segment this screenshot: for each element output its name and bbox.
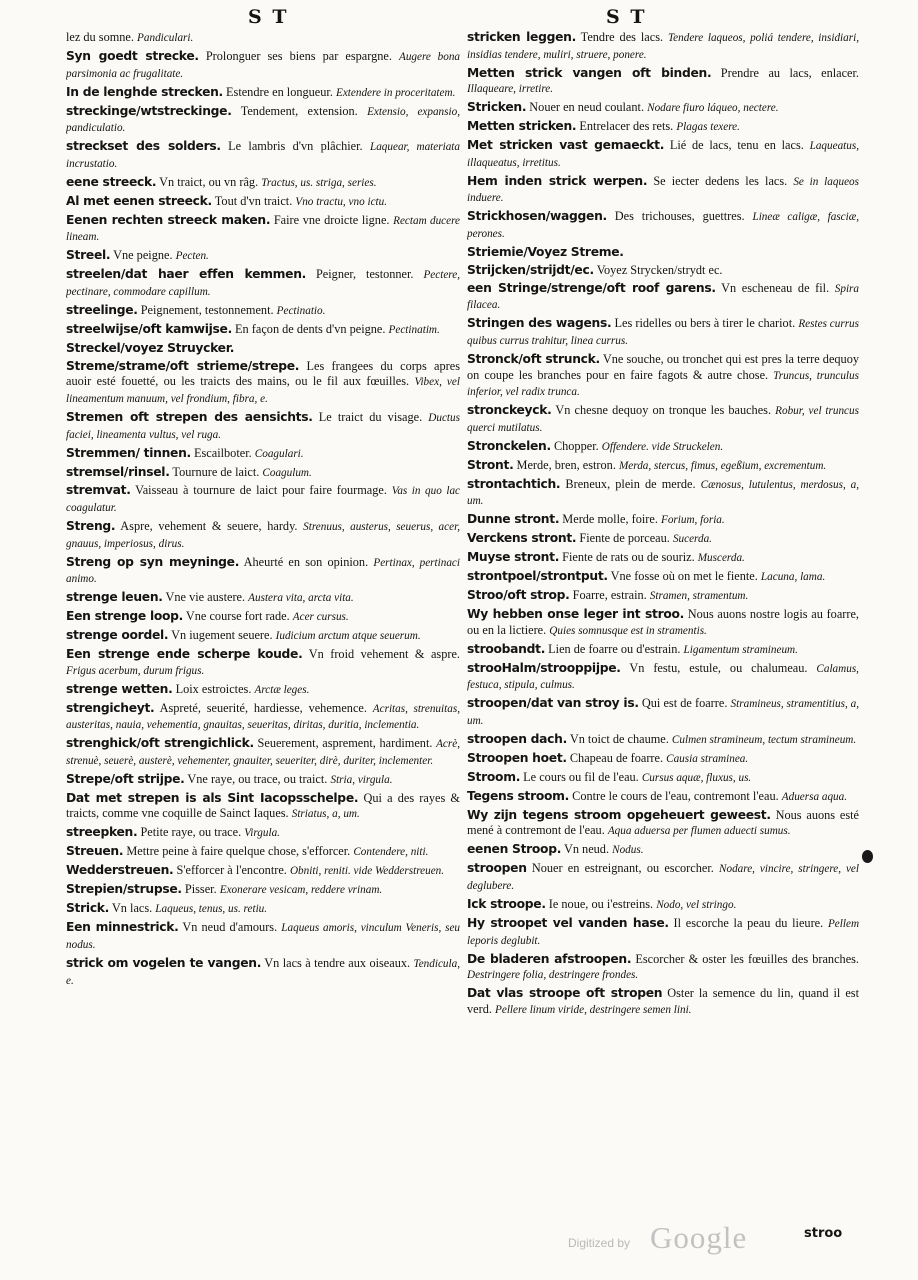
- french-gloss: Qui est de foarre.: [641, 696, 728, 711]
- dictionary-entry: [467, 842, 859, 859]
- headword: Strickhosen/waggen.: [467, 209, 607, 224]
- headword: Dat vlas stroope oft stropen: [467, 986, 663, 1001]
- headword: strontachtich.: [467, 476, 561, 491]
- dictionary-entry: [66, 341, 460, 357]
- latin-gloss: Lineæ caligæ, fasciæ, perones.: [467, 211, 859, 240]
- headword: Stroom.: [467, 769, 521, 784]
- dictionary-entry: [66, 555, 460, 588]
- headword: Streel.: [66, 248, 111, 263]
- latin-gloss: Nodus.: [612, 844, 644, 857]
- dictionary-entry: [467, 138, 859, 171]
- headword: Syn goedt strecke.: [66, 48, 199, 63]
- latin-gloss: Pellere linum viride, destringere semen lini.: [495, 1003, 692, 1016]
- french-gloss: Le traict du visage.: [318, 409, 423, 424]
- headword: Stringen des wagens.: [467, 316, 612, 331]
- latin-gloss: Illaqueare, irretire.: [467, 83, 554, 96]
- french-gloss: Breneux, plein de merde.: [565, 476, 696, 491]
- dictionary-entry: [66, 194, 460, 211]
- french-gloss: Fiente de rats ou de souriz.: [562, 550, 695, 565]
- latin-gloss: Pertinax, pertinaci animo.: [66, 556, 460, 586]
- latin-gloss: Aduersa aqua.: [781, 790, 848, 803]
- dictionary-entry: [66, 647, 460, 679]
- french-gloss: Vn lacs.: [111, 901, 153, 916]
- dictionary-entry: [66, 483, 460, 516]
- latin-gloss: Virgula.: [244, 827, 280, 840]
- dictionary-entry: [66, 410, 460, 443]
- dictionary-entry: [66, 519, 460, 552]
- latin-gloss: Arctæ leges.: [254, 683, 310, 696]
- headword: Al met eenen streeck.: [66, 193, 212, 208]
- dictionary-entry: [66, 322, 460, 339]
- latin-gloss: Vas in quo lac coagulatur.: [66, 485, 460, 515]
- headword: Streng.: [66, 519, 116, 534]
- headword: Hy stroopet vel vanden hase.: [467, 915, 669, 930]
- right-column: [467, 30, 859, 1230]
- latin-gloss: Laqueatus, illaqueatus, irretitus.: [467, 140, 859, 169]
- latin-gloss: Calamus, festuca, stipula, culmus.: [467, 662, 859, 692]
- dictionary-entry: [66, 139, 460, 172]
- dictionary-entry: [66, 882, 460, 899]
- latin-gloss: Coagulari.: [254, 447, 304, 460]
- french-gloss: Tendre des lacs.: [580, 30, 664, 44]
- dictionary-entry: [467, 789, 859, 806]
- french-gloss: Escorcher & oster les fœuilles des branches.: [635, 951, 859, 966]
- headword: Stroo/oft strop.: [467, 588, 570, 603]
- dictionary-entry: [467, 281, 859, 314]
- dictionary-entry: [467, 477, 859, 510]
- headword: In de lenghde strecken.: [66, 84, 223, 99]
- french-gloss: Ie noue, ou i'estreins.: [548, 897, 654, 911]
- french-gloss: Prolonguer ses biens par espargne.: [205, 48, 392, 63]
- french-gloss: Escailboter.: [193, 445, 252, 460]
- headword: Met stricken vast gemaeckt.: [467, 138, 665, 153]
- latin-gloss: Sucerda.: [672, 533, 712, 546]
- french-gloss: Estendre en longueur.: [226, 84, 333, 99]
- headword: Ick stroope.: [467, 897, 546, 911]
- latin-gloss: Plagas texere.: [676, 121, 740, 134]
- french-gloss: Contre le cours de l'eau, contremont l'eau.: [572, 788, 779, 803]
- latin-gloss: Ligamentum stramineum.: [683, 643, 798, 656]
- french-gloss: Nous auons esté mené à contremont de l'eau.: [467, 807, 859, 838]
- dictionary-entry: [66, 825, 460, 842]
- headword: streepken.: [66, 825, 138, 840]
- french-gloss: Vne vie austere.: [165, 590, 246, 605]
- dictionary-entry: [467, 531, 859, 548]
- french-gloss: Pisser.: [184, 882, 217, 897]
- dictionary-entry: [66, 49, 460, 82]
- french-gloss: Vn toict de chaume.: [569, 731, 669, 746]
- dictionary-entry: [467, 588, 859, 605]
- dictionary-entry: [66, 248, 460, 265]
- french-gloss: Nouer en estreignant, ou escorcher.: [531, 861, 714, 876]
- latin-gloss: Quies somnusque est in stramentis.: [549, 624, 707, 637]
- french-gloss: Voyez Strycken/strydt ec.: [596, 262, 723, 277]
- dictionary-entry: [467, 986, 859, 1018]
- french-gloss: Loix estroictes.: [175, 681, 252, 696]
- dictionary-entry: [467, 661, 859, 694]
- latin-gloss: Austera vita, arcta vita.: [248, 592, 354, 605]
- french-gloss: Tout d'vn traict.: [214, 193, 293, 208]
- headword: strooHalm/strooppijpe.: [467, 660, 621, 675]
- left-column: [66, 30, 460, 1230]
- latin-gloss: Nodare, vincire, stringere, vel deglubere.: [467, 863, 859, 893]
- headword: stricken leggen.: [467, 30, 576, 44]
- headword: eenen Stroop.: [467, 842, 562, 857]
- latin-gloss: Merda, stercus, fimus, egeßium, excrementum.: [618, 459, 827, 472]
- dictionary-entry: [66, 590, 460, 607]
- headword: Muyse stront.: [467, 550, 560, 565]
- dictionary-entry: [467, 174, 859, 207]
- dictionary-entry: [467, 607, 859, 639]
- headword: Wedderstreuen.: [66, 863, 174, 878]
- latin-gloss: Pecten.: [175, 250, 209, 263]
- latin-gloss: Strenuus, austerus, seuerus, acer, gnauus, imperiosus, dirus.: [66, 521, 460, 550]
- dictionary-entry: [66, 213, 460, 246]
- dictionary-entry: [66, 791, 460, 823]
- latin-gloss: Acer cursus.: [292, 611, 349, 624]
- french-gloss: Lié de lacs, tenu en lacs.: [669, 138, 804, 153]
- headword: strenge leuen.: [66, 590, 163, 605]
- french-gloss: Peignement, testonnement.: [140, 302, 274, 317]
- headword: Streme/strame/oft strieme/strepe.: [66, 358, 300, 373]
- french-gloss: Qui a des rayes & traicts, comme vne coquille de Sainct Iaques.: [66, 790, 460, 821]
- dictionary-entry: [467, 642, 859, 659]
- french-gloss: Vn lacs à tendre aux oiseaux.: [264, 955, 411, 970]
- headword: stronckeyck.: [467, 403, 552, 418]
- french-gloss: Chopper.: [553, 438, 599, 453]
- french-gloss: lez du somne.: [66, 30, 134, 44]
- latin-gloss: Coagulum.: [262, 466, 312, 479]
- latin-gloss: Stramineus, stramentitius, a, um.: [467, 698, 859, 727]
- french-gloss: Vn iugement seuere.: [171, 628, 273, 643]
- headword: Streuen.: [66, 844, 124, 859]
- french-gloss: Vne souche, ou tronchet qui est pres la terre dequoy on coupe les branches pour en faire fagots & autre chose.: [467, 351, 859, 382]
- latin-gloss: Cursus aquæ, fluxus, us.: [641, 771, 752, 784]
- header-left: S T: [248, 6, 289, 28]
- dictionary-entry: [66, 359, 460, 408]
- headword: Wy hebben onse leger int stroo.: [467, 607, 685, 622]
- french-gloss: Vn neud.: [563, 842, 610, 857]
- french-gloss: Nous auons nostre logis au foarre, ou en la lictiere.: [467, 607, 859, 637]
- headword: Stronck/oft strunck.: [467, 351, 600, 366]
- french-gloss: Se iecter dedens les lacs.: [653, 173, 788, 188]
- dictionary-entry: [467, 316, 859, 349]
- latin-gloss: Frigus acerbum, durum frigus.: [66, 664, 205, 677]
- dictionary-entry: [467, 696, 859, 729]
- latin-gloss: Pectinatim.: [388, 323, 440, 336]
- french-gloss: Faire vne droicte ligne.: [273, 212, 390, 227]
- french-gloss: Les frangees du corps apres auoir esté fouetté, ou les traicts des mains, ou le fil aux fœuilles.: [66, 358, 460, 389]
- dictionary-entry: [66, 609, 460, 626]
- headword: strenghick/oft strengichlick.: [66, 736, 254, 751]
- dictionary-entry: [66, 175, 460, 192]
- headword: Een minnestrick.: [66, 920, 179, 935]
- headword: Stricken.: [467, 100, 527, 115]
- dictionary-entry: [66, 901, 460, 918]
- dictionary-entry: [66, 104, 460, 137]
- headword: Dunne stront.: [467, 512, 560, 527]
- dictionary-entry: [467, 952, 859, 984]
- dictionary-entry: [66, 736, 460, 769]
- headword: De bladeren afstroopen.: [467, 951, 632, 966]
- latin-gloss: Nodo, vel stringo.: [656, 899, 737, 911]
- dictionary-entry: [66, 267, 460, 300]
- french-gloss: Lien de foarre ou d'estrain.: [548, 641, 681, 656]
- headword: Striemie/Voyez Streme.: [467, 244, 624, 259]
- latin-gloss: Stramen, stramentum.: [649, 590, 749, 603]
- dictionary-entry: [467, 439, 859, 456]
- french-gloss: S'efforcer à l'encontre.: [176, 863, 287, 878]
- headword: Verckens stront.: [467, 531, 577, 546]
- dictionary-entry: [66, 920, 460, 953]
- dictionary-entry: [467, 808, 859, 840]
- headword: Wy zijn tegens stroom opgeheuert geweest.: [467, 807, 771, 822]
- latin-gloss: Vno tractu, vno ictu.: [295, 195, 388, 208]
- french-gloss: Merde, bren, estron.: [516, 457, 616, 472]
- french-gloss: Vne course fort rade.: [185, 609, 290, 624]
- latin-gloss: Spira filacea.: [467, 282, 859, 312]
- dictionary-entry: [467, 100, 859, 117]
- dictionary-entry: [467, 512, 859, 529]
- french-gloss: Vne raye, ou trace, ou traict.: [187, 771, 328, 786]
- french-gloss: Aheurté en son opinion.: [243, 554, 369, 569]
- latin-gloss: Laquear, materiata incrustatio.: [66, 141, 460, 170]
- french-gloss: Vn chesne dequoy on tronque les bauches.: [555, 403, 772, 418]
- headword: Strijcken/strijdt/ec.: [467, 262, 594, 277]
- dictionary-entry: [66, 446, 460, 463]
- latin-gloss: Tractus, us. striga, series.: [261, 176, 377, 189]
- headword: Hem inden strick werpen.: [467, 173, 648, 188]
- dictionary-entry: [467, 458, 859, 475]
- french-gloss: Le lambris d'vn plâchier.: [228, 139, 363, 154]
- headword: Strepien/strupse.: [66, 882, 182, 897]
- dictionary-entry: [467, 352, 859, 401]
- latin-gloss: Tendere laqueos, poliá tendere, insidiari, insidias tendere, muliri, struere, ponere.: [467, 32, 859, 61]
- latin-gloss: Causia straminea.: [666, 752, 749, 765]
- headword: streelen/dat haer effen kemmen.: [66, 267, 307, 282]
- dictionary-entry: [467, 550, 859, 567]
- french-gloss: Oster la semence du lin, quand il est verd.: [467, 986, 859, 1016]
- dictionary-entry: [467, 569, 859, 586]
- french-gloss: Vn escheneau de fil.: [721, 280, 830, 295]
- latin-gloss: Truncus, trunculus inferior, vel radix trunca.: [467, 369, 859, 399]
- dictionary-entry: [467, 245, 859, 261]
- latin-gloss: Augere bona parsimonia ac frugalitate.: [66, 50, 460, 80]
- headword: een Stringe/strenge/oft roof garens.: [467, 280, 716, 295]
- headword: Stroopen hoet.: [467, 750, 567, 765]
- headword: Streng op syn meyninge.: [66, 554, 240, 569]
- headword: stroopen: [467, 861, 527, 876]
- dictionary-entry: [66, 701, 460, 734]
- latin-gloss: Robur, vel truncus querci mutilatus.: [467, 405, 859, 434]
- dictionary-entry: [66, 772, 460, 789]
- dictionary-entry: [467, 119, 859, 136]
- french-gloss: Aspre, vehement & seuere, hardy.: [120, 519, 298, 534]
- headword: Stront.: [467, 457, 514, 472]
- watermark-prefix: Digitized by: [568, 1236, 631, 1250]
- latin-gloss: Aqua aduersa per flumen aduecti sumus.: [607, 825, 791, 838]
- french-gloss: Le cours ou fil de l'eau.: [523, 769, 639, 784]
- french-gloss: Foarre, estrain.: [572, 588, 647, 603]
- french-gloss: Tournure de laict.: [172, 464, 260, 479]
- dictionary-entry: [467, 916, 859, 949]
- french-gloss: Peigner, testonner.: [315, 267, 414, 282]
- french-gloss: Fiente de porceau.: [579, 531, 670, 546]
- headword: Stremen oft strepen des aensichts.: [66, 409, 313, 424]
- headword: stroopen dach.: [467, 731, 567, 746]
- latin-gloss: Stria, virgula.: [330, 773, 393, 786]
- dictionary-entry: [66, 303, 460, 320]
- headword: streckinge/wtstreckinge.: [66, 103, 232, 118]
- latin-gloss: Pellem leporis deglubit.: [467, 917, 859, 947]
- ink-blot: [862, 850, 873, 863]
- headword: strenge wetten.: [66, 681, 173, 696]
- dictionary-entry: [467, 403, 859, 436]
- headword: Een strenge ende scherpe koude.: [66, 647, 303, 662]
- digitized-watermark: [562, 1222, 802, 1258]
- latin-gloss: Pandiculari.: [137, 32, 194, 44]
- french-gloss: Vaisseau à tournure de laict pour faire fourmage.: [135, 483, 387, 498]
- french-gloss: Les ridelles ou bers à tirer le chariot.: [614, 316, 796, 331]
- dictionary-entry: [467, 30, 859, 63]
- headword: strengicheyt.: [66, 700, 155, 715]
- french-gloss: Seuerement, asprement, hardiment.: [257, 736, 433, 751]
- latin-gloss: Destringere folia, destringere frondes.: [467, 969, 639, 982]
- dictionary-entry: [467, 770, 859, 787]
- latin-gloss: Iudicium arctum atque seuerum.: [275, 630, 421, 643]
- dictionary-entry: [66, 85, 460, 102]
- french-gloss: En façon de dents d'vn peigne.: [235, 321, 386, 336]
- french-gloss: Petite raye, ou trace.: [140, 825, 242, 840]
- headword: stremsel/rinsel.: [66, 464, 170, 479]
- headword: stroopen/dat van stroy is.: [467, 696, 639, 711]
- headword: streelwijse/oft kamwijse.: [66, 321, 232, 336]
- french-gloss: Des trichouses, guettres.: [614, 209, 745, 224]
- latin-gloss: Extendere in proceritatem.: [335, 86, 456, 99]
- latin-gloss: Striatus, a, um.: [291, 808, 360, 821]
- latin-gloss: Acritas, strenuitas, austeritas, nauia, vehementia, gnauitas, seueritas, diritas, duritia, inclementia.: [66, 702, 460, 732]
- latin-gloss: Vibex, vel lineamentum manuum, vel frondium, fibra, e.: [66, 376, 460, 405]
- dictionary-entry: [66, 30, 460, 47]
- headword: Eenen rechten streeck maken.: [66, 212, 271, 227]
- french-gloss: Aspreté, seuerité, hardiesse, vehemence.: [159, 700, 367, 715]
- latin-gloss: Pectinatio.: [276, 304, 326, 317]
- dictionary-entry: [66, 956, 460, 989]
- headword: Stremmen/ tinnen.: [66, 445, 191, 460]
- headword: stremvat.: [66, 483, 131, 498]
- latin-gloss: Obniti, reniti. vide Wedderstreuen.: [289, 865, 445, 878]
- google-logo: Google: [650, 1220, 748, 1255]
- headword: eene streeck.: [66, 174, 157, 189]
- headword: Metten stricken.: [467, 119, 577, 134]
- french-gloss: Mettre peine à faire quelque chose, s'efforcer.: [126, 844, 351, 859]
- latin-gloss: Tendicula, e.: [66, 957, 460, 987]
- latin-gloss: Exonerare vesicam, reddere vrinam.: [219, 884, 383, 897]
- headword: Strepe/oft strijpe.: [66, 771, 185, 786]
- headword: Strick.: [66, 901, 110, 916]
- headword: streelinge.: [66, 302, 138, 317]
- headword: strontpoel/strontput.: [467, 569, 608, 584]
- headword: Stronckelen.: [467, 438, 551, 453]
- french-gloss: Nouer en neud coulant.: [529, 100, 645, 115]
- dictionary-entry: [66, 863, 460, 880]
- latin-gloss: Lacuna, lama.: [760, 571, 826, 584]
- french-gloss: Entrelacer des rets.: [579, 119, 674, 134]
- headword: strick om vogelen te vangen.: [66, 955, 262, 970]
- headword: Dat met strepen is als Sint Iacopsschelpe.: [66, 790, 359, 805]
- french-gloss: Tendement, extension.: [240, 103, 358, 118]
- french-gloss: Prendre au lacs, enlacer.: [720, 65, 859, 80]
- dictionary-entry: [467, 66, 859, 98]
- french-gloss: Vne fosse où on met le fiente.: [610, 569, 758, 584]
- latin-gloss: Laqueus, tenus, us. retiu.: [155, 903, 268, 916]
- latin-gloss: Cænosus, lutulentus, merdosus, a, um.: [467, 478, 859, 508]
- headword: stroobandt.: [467, 641, 546, 656]
- dictionary-entry: [467, 263, 859, 279]
- dictionary-entry: [467, 897, 859, 914]
- french-gloss: Vn neud d'amours.: [182, 920, 278, 935]
- latin-gloss: Ductus faciei, lineamenta vultus, vel ruga.: [66, 411, 460, 441]
- latin-gloss: Contendere, niti.: [353, 846, 429, 859]
- latin-gloss: Culmen stramineum, tectum stramineum.: [671, 733, 857, 746]
- headword: Een strenge loop.: [66, 609, 184, 624]
- dictionary-entry: [467, 751, 859, 768]
- french-gloss: Il escorche la peau du lieure.: [673, 915, 824, 930]
- dictionary-entry: [66, 465, 460, 482]
- latin-gloss: Pectere, pectinare, commodare capillum.: [66, 269, 460, 298]
- catchword: stroo: [804, 1226, 843, 1241]
- running-header: [0, 6, 918, 28]
- latin-gloss: Offendere. vide Struckelen.: [601, 440, 724, 453]
- headword: Streckel/voyez Struycker.: [66, 340, 235, 355]
- french-gloss: Merde molle, foire.: [562, 512, 658, 527]
- latin-gloss: Rectam ducere lineam.: [66, 214, 460, 244]
- dictionary-entry: [467, 209, 859, 242]
- dictionary-entry: [66, 844, 460, 861]
- french-gloss: Chapeau de foarre.: [569, 750, 664, 765]
- latin-gloss: Se in laqueos induere.: [467, 175, 859, 205]
- french-gloss: Vn traict, ou vn râg.: [159, 174, 259, 189]
- latin-gloss: Forium, foria.: [660, 514, 725, 527]
- latin-gloss: Restes currus quibus currus trahitur, linea currus.: [467, 318, 859, 347]
- headword: strenge oordel.: [66, 628, 169, 643]
- french-gloss: Vne peigne.: [113, 248, 173, 263]
- latin-gloss: Acrè, strenuè, seuerè, austerè, vehementer, gnauiter, seueriter, dirè, duriter, inclementer.: [66, 738, 460, 767]
- headword: Metten strick vangen oft binden.: [467, 65, 712, 80]
- latin-gloss: Extensio, expansio, pandiculatio.: [66, 105, 460, 135]
- dictionary-entry: [467, 861, 859, 894]
- french-gloss: Vn froid vehement & aspre.: [308, 647, 460, 662]
- dictionary-entry: [467, 732, 859, 749]
- latin-gloss: Laqueus amoris, vinculum Veneris, seu nodus.: [66, 922, 460, 951]
- header-right: S T: [606, 6, 647, 28]
- dictionary-entry: [66, 628, 460, 645]
- latin-gloss: Muscerda.: [697, 552, 745, 565]
- dictionary-entry: [66, 682, 460, 699]
- headword: Tegens stroom.: [467, 788, 570, 803]
- french-gloss: Vn festu, estule, ou chalumeau.: [629, 660, 808, 675]
- latin-gloss: Nodare fiuro láqueo, nectere.: [647, 102, 779, 115]
- headword: streckset des solders.: [66, 139, 221, 154]
